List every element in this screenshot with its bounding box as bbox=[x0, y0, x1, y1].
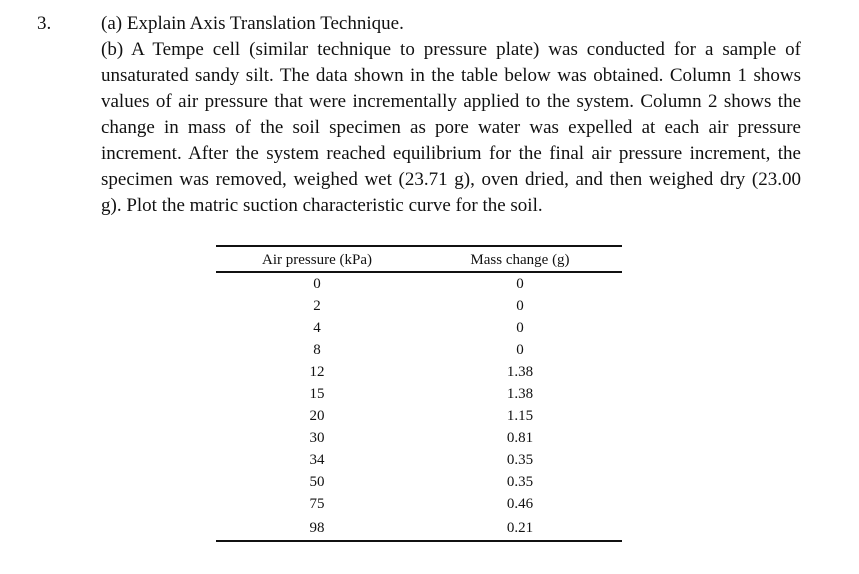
mass-change-cell: 0.35 bbox=[506, 452, 534, 468]
air-pressure-cell: 50 bbox=[309, 474, 325, 490]
mass-change-cell: 1.15 bbox=[506, 408, 534, 424]
air-pressure-cell: 0 bbox=[313, 276, 321, 292]
air-pressure-cell: 20 bbox=[309, 408, 325, 424]
mass-change-cell: 0.35 bbox=[506, 474, 534, 490]
table-row bbox=[216, 449, 622, 471]
air-pressure-cell: 34 bbox=[309, 452, 325, 468]
air-pressure-cell: 2 bbox=[313, 298, 321, 314]
air-pressure-cell: 12 bbox=[309, 364, 325, 380]
table-row bbox=[216, 272, 622, 295]
table-row bbox=[216, 383, 622, 405]
table-row bbox=[216, 493, 622, 515]
air-pressure-cell: 15 bbox=[309, 386, 325, 402]
mass-change-cell: 0.21 bbox=[418, 515, 622, 541]
data-table bbox=[216, 245, 622, 542]
air-pressure-cell: 75 bbox=[309, 496, 325, 512]
mass-change-cell: 0 bbox=[516, 276, 524, 292]
table-row bbox=[216, 405, 622, 427]
air-pressure-cell: 4 bbox=[313, 320, 321, 336]
question-part-a: (a) Explain Axis Translation Technique. bbox=[101, 13, 404, 34]
mass-change-cell: 0.81 bbox=[506, 430, 534, 446]
table-header-row bbox=[216, 246, 622, 272]
table-row bbox=[216, 361, 622, 383]
table-row bbox=[216, 427, 622, 449]
table-row bbox=[216, 339, 622, 361]
table-row bbox=[216, 471, 622, 493]
column-header-mass-change: Mass change (g) bbox=[418, 246, 622, 272]
mass-change-cell: 0 bbox=[516, 342, 524, 358]
mass-change-cell: 1.38 bbox=[506, 364, 534, 380]
table-row bbox=[216, 515, 622, 541]
table-row bbox=[216, 295, 622, 317]
question-text bbox=[101, 11, 801, 219]
question-part-b: (b) A Tempe cell (similar technique to pressure plate) was conducted for a sample of unsaturated sandy silt. The data shown in the table below was obtained. Column 1 shows values of air pressure that were incrementally applied to the system. Column 2 shows the change in mass of the soil specimen as pore water was expelled at each air pressure increment. After the system reached equilibrium for the final air pressure increment, the specimen was removed, weighed wet (23.71 g), oven dried, and then weighed dry (23.00 g). Plot the matric suction characteristic curve for the soil. bbox=[101, 39, 801, 216]
mass-change-cell: 0 bbox=[516, 298, 524, 314]
mass-change-cell: 0.46 bbox=[506, 496, 534, 512]
question-number: 3. bbox=[37, 13, 52, 34]
air-pressure-cell: 98 bbox=[216, 515, 418, 541]
mass-change-cell: 1.38 bbox=[506, 386, 534, 402]
table-row bbox=[216, 317, 622, 339]
column-header-air-pressure: Air pressure (kPa) bbox=[216, 246, 418, 272]
air-pressure-cell: 8 bbox=[313, 342, 321, 358]
air-pressure-cell: 30 bbox=[309, 430, 325, 446]
mass-change-cell: 0 bbox=[516, 320, 524, 336]
